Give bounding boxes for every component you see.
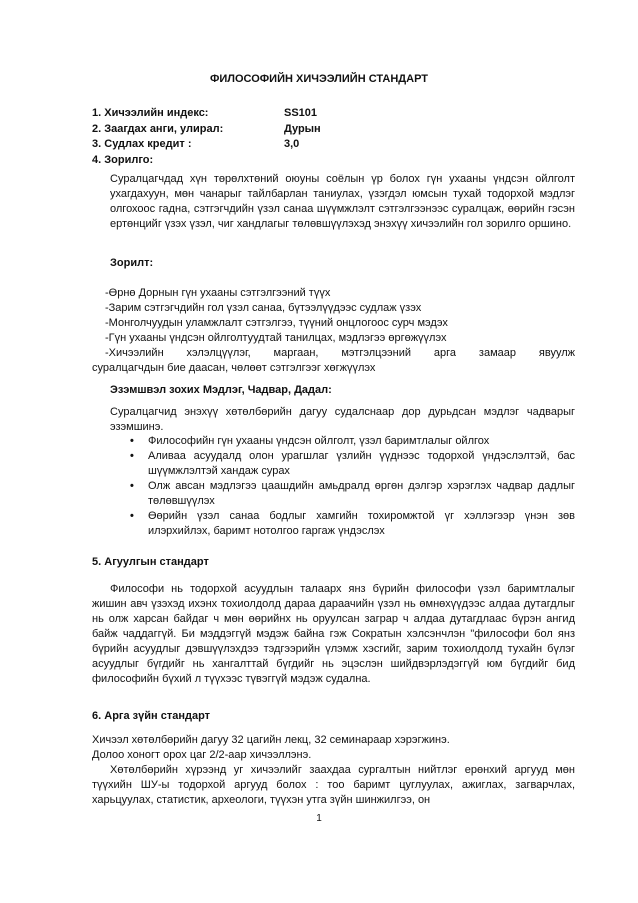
skills-list: [130, 434, 575, 539]
section-5-text: Философи нь тодорхой асуудлын талаарх янз бүрийн философи үзэл баримтлалыг жишин авч үзэхэд ихэнх тохиолдолд дараа дараачийн үзэл нь өмнөхүүдээс алдаа дутагдлыг нь олж харсан байдаг ч мөн өөрийнх нь оруулсан заграр ч алдаа дутагдлаас бүрэн ангид байж чаддаггүй. Би мэддэггүй мэдэж байна гэж Сократын хэлсэнчлэн "философи бол янз бүрийн асуудлыг дэвшүүлэхдээ тэдгээрийн үлэмж хэсгийг, зарим тохиолдолд тухайн бүлэг асуудлыг бүгдийг нь хангалттай бүгдийг нь эцэслэн шийдвэрлэдэггүй юм бүгдийг бид философийн бүхий л түүхээс түвэггүй мэдэж судална.: [92, 583, 575, 685]
list-item: -Өрнө Дорнын гүн ухааны сэтгэлгээний түүх: [105, 287, 331, 299]
info-value: Дурын: [284, 122, 321, 135]
info-row-index: [92, 106, 572, 122]
page-title: ФИЛОСОФИЙН ХИЧЭЭЛИЙН СТАНДАРТ: [209, 73, 428, 85]
list-item: -Зарим сэтгэгчдийн гол үзэл санаа, бүтээлүүдээс судлаж үзэх: [105, 302, 422, 314]
info-label-text: Заагдах анги, улирал:: [104, 122, 224, 135]
list-item: • Философийн гүн ухааны үндсэн ойлголт, үзэл баримтлалыг ойлгох: [130, 434, 575, 449]
info-number: 2.: [92, 122, 102, 135]
list-item: -Монголчуудын уламжлалт сэтгэлгээ, түүний онцлогоос сурч мэдэх: [105, 317, 448, 329]
section-6-heading: [92, 709, 210, 724]
info-number: 4.: [92, 153, 102, 166]
objective-last-line-b: суралцагчдын бие даасан, чөлөөт сэтгэлгээг хөгжүүлэх: [92, 362, 376, 374]
objectives-heading: Зорилт:: [110, 257, 154, 269]
section-number: 6.: [92, 710, 102, 722]
info-label-text: Зорилго:: [104, 153, 154, 166]
list-item: • Өөрийн үзэл санаа бодлыг хамгийн тохиромжтой үг хэллэгээр үнэн зөв илэрхийлэх, баримт нотолгоо гаргаж үндэслэх: [130, 509, 575, 539]
info-label: [92, 153, 284, 169]
objectives-list: [105, 286, 575, 346]
course-info: [92, 106, 572, 168]
skills-heading: Эзэмшвэл зохих Мэдлэг, Чадвар, Дадал:: [110, 384, 332, 396]
info-number: 3.: [92, 138, 102, 150]
list-item: • Аливаа асуудалд олон урагшлаг үзлийн үүднээс тодорхой үндэслэлтэй, бас шүүмжлэлтэй хандаж сурах: [130, 449, 575, 479]
info-label-text: Судлах кредит :: [104, 138, 192, 150]
section-title: Агуулгын стандарт: [104, 556, 209, 568]
section-number: 5.: [92, 556, 102, 568]
info-row-goal: [92, 153, 572, 169]
section-title: Арга зүйн стандарт: [104, 710, 211, 722]
list-item: -Гүн ухааны үндсэн ойлголтуудтай танилцах, мэдлэгээ өргөжүүлэх: [105, 332, 447, 344]
section-6-line-1: Хичээл хөтөлбөрийн дагуу 32 цагийн лекц, 32 семинараар хэрэгжинэ.: [92, 734, 450, 746]
goal-paragraph: Суралцагчдад хүн төрөлхтөний оюуны соёлын үр болох гүн ухааны үндсэн ойлголт ухагдахуун, мөн чанарыг тайлбарлан таниулах, үзэгдэл юмсын тухай тодорхой мэдлэг олгохоос гадна, сэтгэгчдийн үзэл санаа шүүмжлэлт сэтгэлгээнээс суралцаж, өөрийн гэсэн ертөнцийг үзэх үзэл, чиг хандлагыг төлөвшүүлэхэд энэхүү хичээлийн гол зорилго оршино.: [110, 173, 575, 230]
section-6-line-2: Долоо хоногт орох цаг 2/2-аар хичээллэнэ.: [92, 749, 312, 761]
objective-last-line-a: -Хичээлийн хэлэлцүүлэг, маргаан, мэтгэлцээний арга замаар явуулж: [105, 347, 575, 359]
section-5-heading: [92, 555, 209, 570]
page-number: 1: [316, 813, 322, 824]
info-label: [92, 137, 284, 153]
info-row-credit: [92, 137, 572, 153]
list-item: • Олж авсан мэдлэгээ цаашдийн амьдралд өргөн дэлгэр хэрэглэх чадвар дадлыг төлөвшүүлэх: [130, 479, 575, 509]
info-label: [92, 122, 284, 138]
info-value: 3,0: [284, 138, 300, 150]
info-number: 1.: [92, 107, 102, 119]
info-row-class: [92, 122, 572, 138]
info-label: [92, 106, 284, 122]
info-label-text: Хичээлийн индекс:: [104, 107, 209, 119]
info-value: SS101: [284, 107, 318, 119]
skills-intro: Суралцагчид энэхүү хөтөлбөрийн дагуу судалснаар дор дурьдсан мэдлэг чадварыг эзэмшинэ.: [110, 406, 575, 433]
section-6-text: Хөтөлбөрийн хүрээнд уг хичээлийг заахдаа сургалтын нийтлэг ерөнхий аргууд мөн түүхийн ШУ-ы тодорхой аргууд болох : тоо баримт цуглуулах, ажиглах, загварчлах, харьцуулах, статистик, археологи, түүхэн утга зүйн шинжилгээ, он: [92, 764, 575, 806]
